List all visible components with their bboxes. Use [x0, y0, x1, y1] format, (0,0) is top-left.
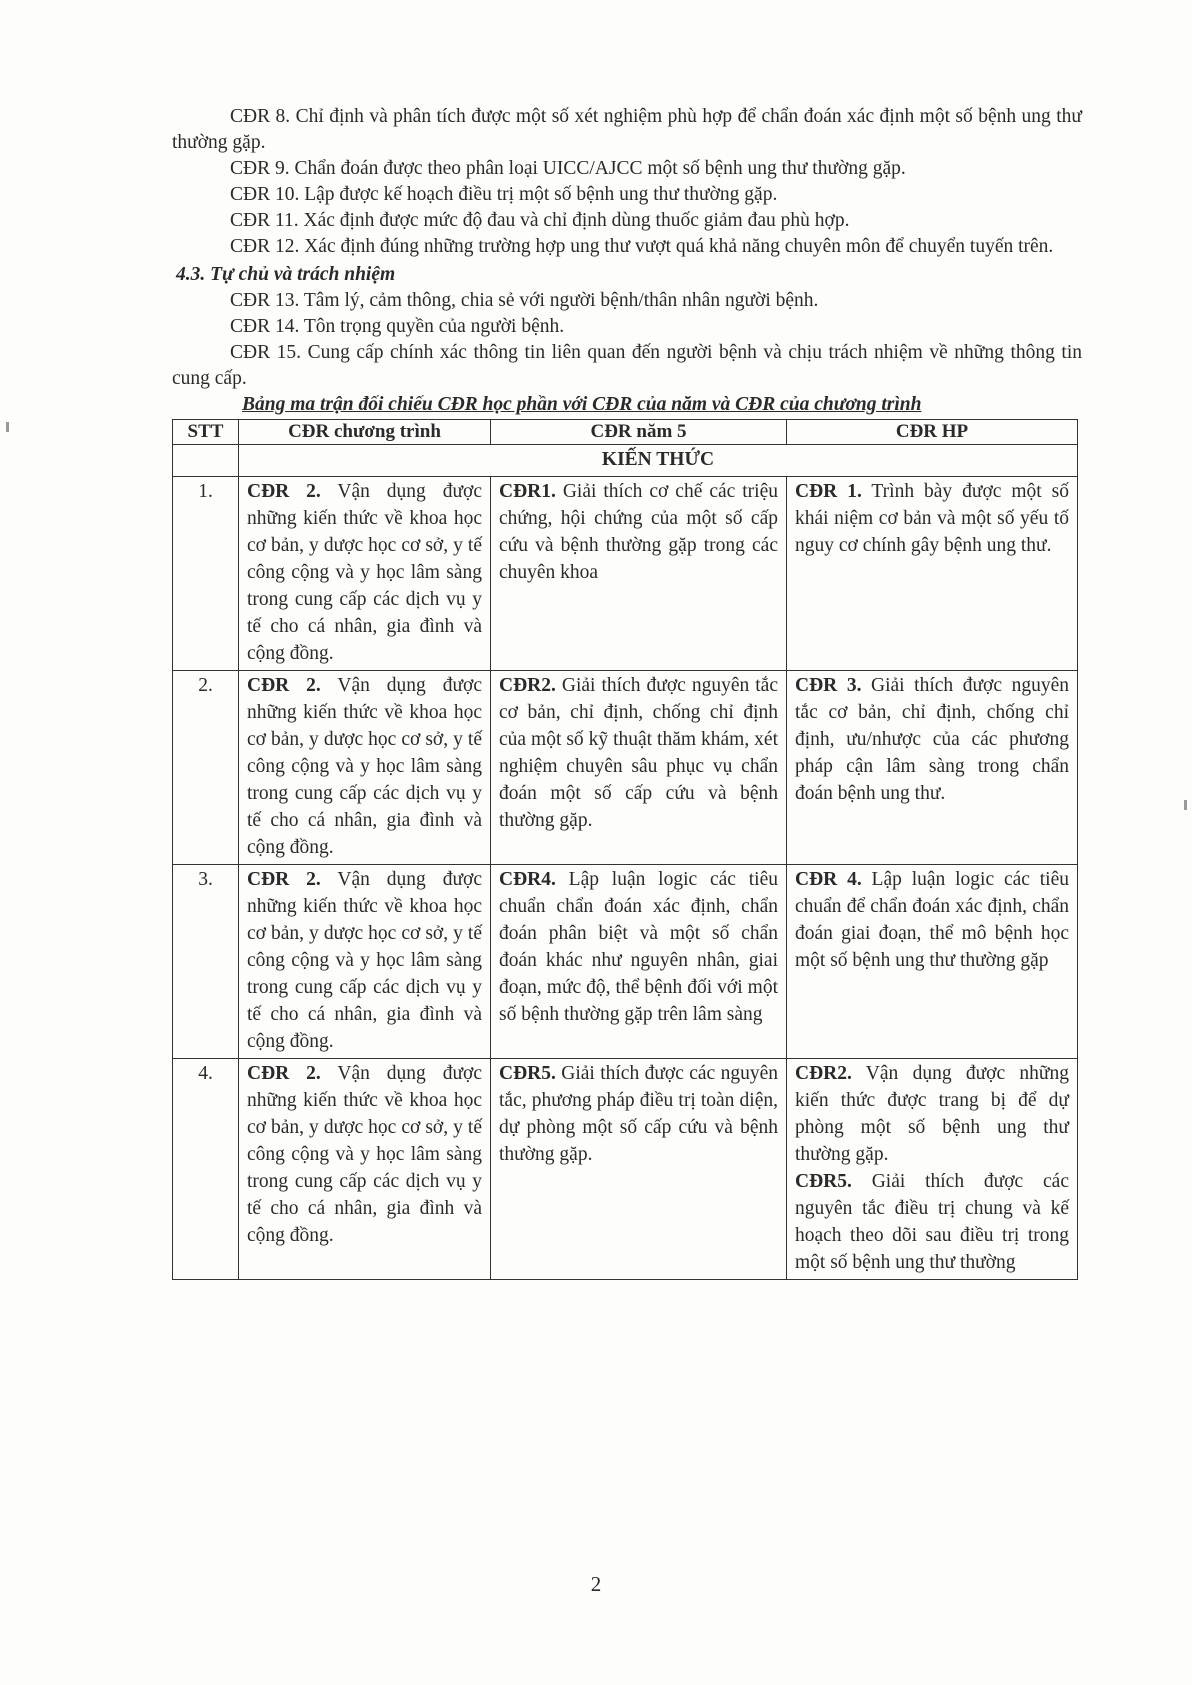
scan-margin-mark: [1184, 800, 1187, 810]
row-stt: 1.: [173, 477, 239, 671]
row-program-outcome: [239, 671, 491, 865]
outcome-code: CĐR5.: [795, 1171, 852, 1192]
outcome-code: CĐR 2.: [247, 1063, 321, 1084]
table-header-row: [173, 420, 1078, 445]
outcome-text: Vận dụng được những kiến thức về khoa học cơ bản, y dược học cơ sở, y tế công cộng và y học lâm sàng trong cung cấp các dịch vụ y tế cho cá nhân, gia đình và cộng đồng.: [247, 1063, 483, 1246]
row-year-outcome: [491, 865, 787, 1059]
header-course-outcome: CĐR HP: [787, 420, 1078, 445]
row-year-outcome: [491, 671, 787, 865]
header-program-outcome: CĐR chương trình: [239, 420, 491, 445]
row-course-outcome: [787, 865, 1078, 1059]
outcome-code: CĐR 2.: [247, 675, 321, 696]
outcome-code: CĐR 2.: [247, 481, 321, 502]
row-year-outcome: [491, 1059, 787, 1280]
table-row: [173, 671, 1078, 865]
document-page: [172, 104, 1082, 1280]
outcome-text: Giải thích được nguyên tắc cơ bản, chỉ định, chống chỉ định của một số kỹ thuật thăm khám, xét nghiệm chuyên sâu phục vụ chẩn đoán một số cấp cứu và bệnh thường gặp.: [499, 675, 778, 831]
table-group-row: [173, 445, 1078, 477]
paragraph-cdr-13: CĐR 13. Tâm lý, cảm thông, chia sẻ với người bệnh/thân nhân người bệnh.: [230, 290, 819, 311]
outcome-code: CĐR4.: [499, 869, 556, 890]
outcome-code: CĐR 2.: [247, 869, 321, 890]
row-course-outcome: [787, 477, 1078, 671]
outcome-code: CĐR5.: [499, 1063, 556, 1084]
paragraph-cdr-11: CĐR 11. Xác định được mức độ đau và chỉ định dùng thuốc giảm đau phù hợp.: [230, 210, 850, 231]
outcome-text: Lập luận logic các tiêu chuẩn chẩn đoán xác định, chẩn đoán phân biệt và một số chẩn đoán khác như nguyên nhân, giai đoạn, mức độ, thể bệnh đối với một số bệnh thường gặp trên lâm sàng: [499, 869, 778, 1025]
outcome-text: Lập luận logic các tiêu chuẩn để chẩn đoán xác định, chẩn đoán giai đoạn, thể mô bệnh học một số bệnh ung thư thường gặp: [795, 869, 1069, 971]
row-program-outcome: [239, 1059, 491, 1280]
outcome-code: CĐR1.: [499, 481, 556, 502]
section-heading: 4.3. Tự chủ và trách nhiệm: [176, 264, 396, 285]
row-program-outcome: [239, 865, 491, 1059]
outcome-text: Vận dụng được những kiến thức về khoa học cơ bản, y dược học cơ sở, y tế công cộng và y học lâm sàng trong cung cấp các dịch vụ y tế cho cá nhân, gia đình và cộng đồng.: [247, 675, 483, 858]
table-row: [173, 865, 1078, 1059]
header-stt: STT: [173, 420, 239, 445]
row-program-outcome: [239, 477, 491, 671]
outcome-text: Vận dụng được những kiến thức về khoa học cơ bản, y dược học cơ sở, y tế công cộng và y học lâm sàng trong cung cấp các dịch vụ y tế cho cá nhân, gia đình và cộng đồng.: [247, 481, 483, 664]
table-row: [173, 1059, 1078, 1280]
scan-margin-mark: [6, 422, 9, 432]
outcome-code: CĐR2.: [499, 675, 556, 696]
outcome-text: Trình bày được một số khái niệm cơ bản và một số yếu tố nguy cơ chính gây bệnh ung thư.: [795, 481, 1069, 556]
paragraph-cdr-12: CĐR 12. Xác định đúng những trường hợp ung thư vượt quá khả năng chuyên môn để chuyển tuyến trên.: [230, 236, 1054, 257]
paragraph-cdr-10: CĐR 10. Lập được kế hoạch điều trị một số bệnh ung thư thường gặp.: [230, 184, 778, 205]
outcome-code: CĐR 3.: [795, 675, 862, 696]
outcome-code: CĐR 4.: [795, 869, 862, 890]
paragraph-cdr-8: CĐR 8. Chỉ định và phân tích được một số xét nghiệm phù hợp để chẩn đoán xác định một số bệnh ung thư thường gặp.: [172, 106, 1082, 153]
row-course-outcome: [787, 1059, 1078, 1280]
outcome-text: Vận dụng được những kiến thức được trang bị để dự phòng một số bệnh ung thư thường gặp.: [795, 1063, 1069, 1165]
paragraph-cdr-14: CĐR 14. Tôn trọng quyền của người bệnh.: [230, 316, 565, 337]
outcome-text: Giải thích được các nguyên tắc, phương pháp điều trị toàn diện, dự phòng một số cấp cứu và bệnh thường gặp.: [499, 1063, 778, 1165]
outcome-text: Vận dụng được những kiến thức về khoa học cơ bản, y dược học cơ sở, y tế công cộng và y học lâm sàng trong cung cấp các dịch vụ y tế cho cá nhân, gia đình và cộng đồng.: [247, 869, 483, 1052]
header-year-outcome: CĐR năm 5: [491, 420, 787, 445]
outcome-text: Giải thích được nguyên tắc cơ bản, chỉ định, chống chỉ định, ưu/nhược của các phương pháp cận lâm sàng trong chẩn đoán bệnh ung thư.: [795, 675, 1069, 804]
table-row: [173, 477, 1078, 671]
row-stt: 4.: [173, 1059, 239, 1280]
row-stt: 3.: [173, 865, 239, 1059]
row-course-outcome: [787, 671, 1078, 865]
outcome-code: CĐR2.: [795, 1063, 852, 1084]
table-caption: Bảng ma trận đối chiếu CĐR học phần với CĐR của năm và CĐR của chương trình: [242, 394, 922, 415]
outcome-matrix-table: [172, 419, 1078, 1280]
row-year-outcome: [491, 477, 787, 671]
row-stt: 2.: [173, 671, 239, 865]
outcome-code: CĐR 1.: [795, 481, 862, 502]
outcome-text: Giải thích cơ chế các triệu chứng, hội chứng của một số cấp cứu và bệnh thường gặp trong các chuyên khoa: [499, 481, 778, 583]
paragraph-cdr-15: CĐR 15. Cung cấp chính xác thông tin liên quan đến người bệnh và chịu trách nhiệm về những thông tin cung cấp.: [172, 342, 1082, 389]
outcome-text: Giải thích được các nguyên tắc điều trị chung và kế hoạch theo dõi sau điều trị trong một số bệnh ung thư thường: [795, 1171, 1069, 1273]
group-label: KIẾN THỨC: [239, 445, 1078, 477]
page-number: 2: [590, 1572, 602, 1596]
paragraph-cdr-9: CĐR 9. Chẩn đoán được theo phân loại UICC/AJCC một số bệnh ung thư thường gặp.: [230, 158, 906, 179]
